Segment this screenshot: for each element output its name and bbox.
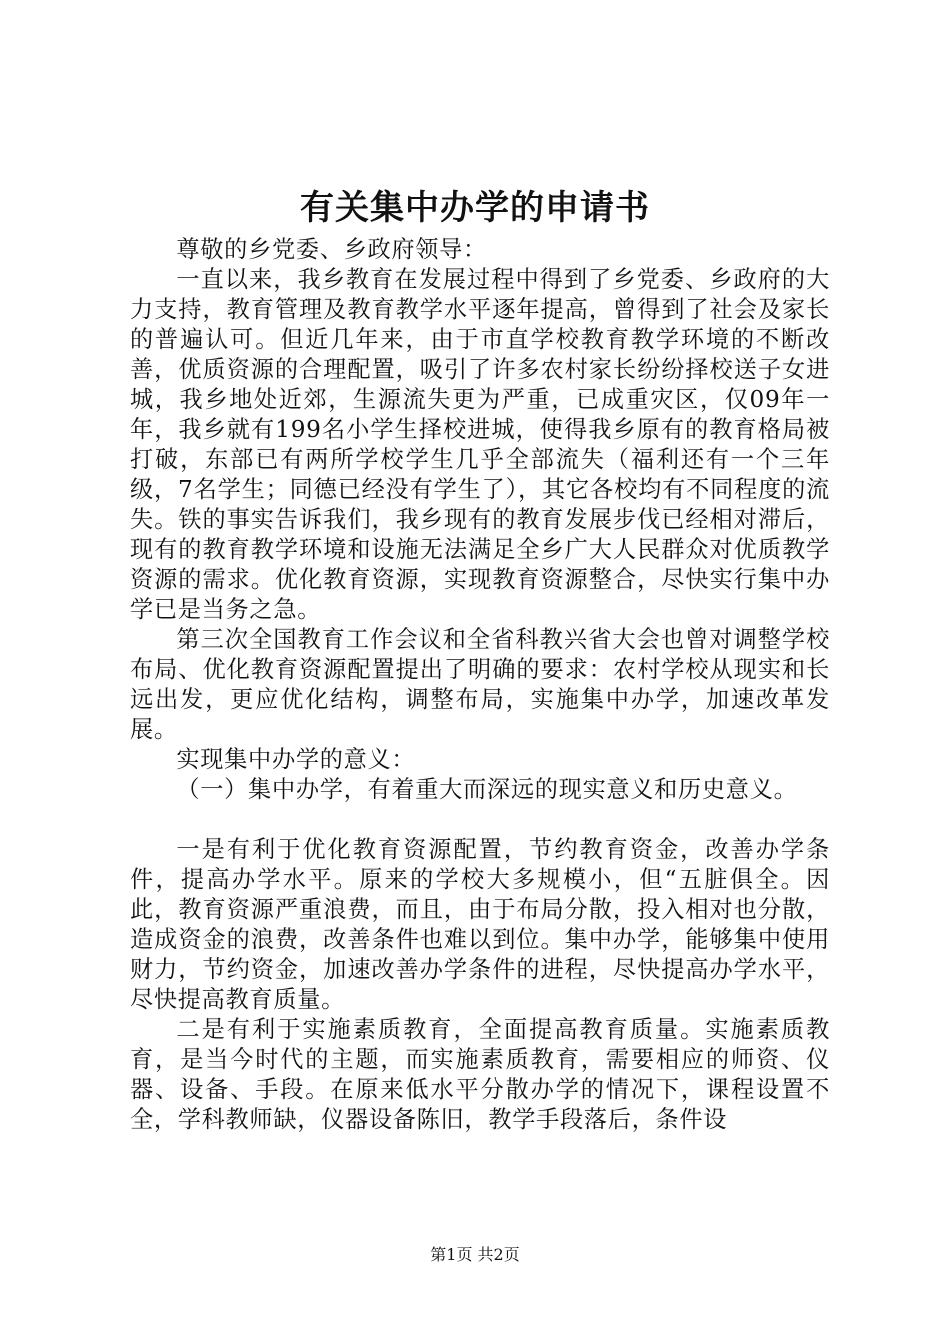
document-title: 有关集中办学的申请书 xyxy=(300,188,650,228)
paragraph: 二是有利于实施素质教育，全面提高教育质量。实施素质教育，是当今时代的主题，而实施素质教育，需要相应的师资、仪器、设备、手段。在原来低水平分散办学的情况下，课程设置不全，学科教师缺，仪器设备陈旧，教学手段落后，条件设 xyxy=(130,1016,830,1133)
document-body xyxy=(130,235,830,1135)
page-number-footer: 第1页 共2页 xyxy=(430,1245,520,1264)
blank-line xyxy=(130,805,830,835)
section-heading: 实现集中办学的意义： xyxy=(176,746,416,773)
subsection-heading: （一）集中办学，有着重大而深远的现实意义和历史意义。 xyxy=(176,776,798,803)
paragraph: 一是有利于优化教育资源配置，节约教育资金，改善办学条件，提高办学水平。原来的学校大多规模小，但“五脏俱全。因此，教育资源严重浪费，而且，由于布局分散，投入相对也分散，造成资金的浪费，改善条件也难以到位。集中办学，能够集中使用财力，节约资金，加速改善办学条件的进程，尽快提高办学水平，尽快提高教育质量。 xyxy=(130,836,830,1013)
paragraph: 第三次全国教育工作会议和全省科教兴省大会也曾对调整学校布局、优化教育资源配置提出了明确的要求：农村学校从现实和长远出发，更应优化结构，调整布局，实施集中办学，加速改革发展。 xyxy=(130,626,830,743)
salutation: 尊敬的乡党委、乡政府领导： xyxy=(176,236,487,263)
paragraph: 一直以来，我乡教育在发展过程中得到了乡党委、乡政府的大力支持，教育管理及教育教学水平逐年提高，曾得到了社会及家长的普遍认可。但近几年来，由于市直学校教育教学环境的不断改善，优质资源的合理配置，吸引了许多农村家长纷纷择校送子女进城，我乡地处近郊，生源流失更为严重，已成重灾区，仅09年一年，我乡就有199名小学生择校进城，使得我乡原有的教育格局被打破，东部已有两所学校学生几乎全部流失（福利还有一个三年级，7名学生；同德已经没有学生了），其它各校均有不同程度的流失。铁的事实告诉我们，我乡现有的教育发展步伐已经相对滞后，现有的教育教学环境和设施无法满足全乡广大人民群众对优质教学资源的需求。优化教育资源，实现教育资源整合，尽快实行集中办学已是当务之急。 xyxy=(130,266,830,623)
